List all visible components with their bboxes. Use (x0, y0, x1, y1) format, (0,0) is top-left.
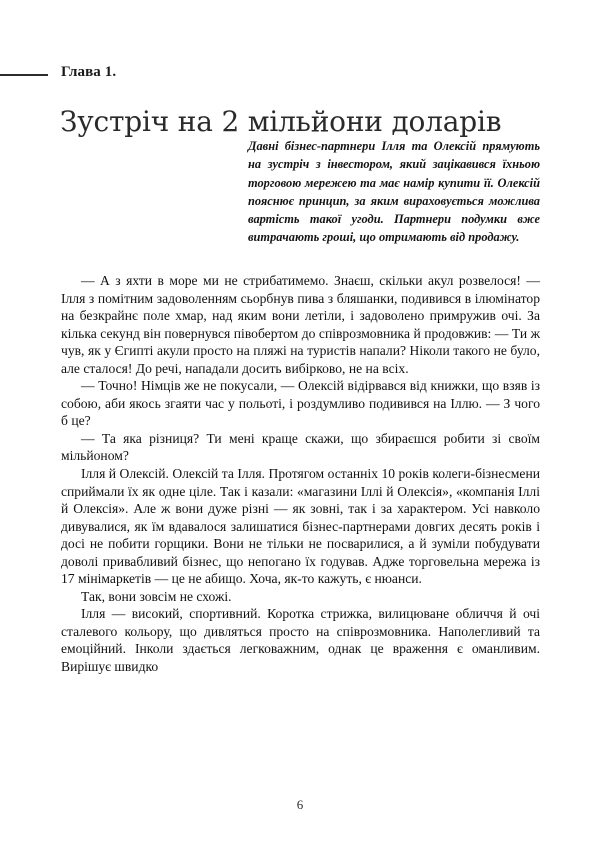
page-number: 6 (296, 797, 304, 812)
chapter-rule-decoration (0, 74, 48, 76)
body-paragraph: — Та яка різниця? Ти мені краще скажи, що збираєшся робити зі своїм мільйоном? (61, 430, 540, 464)
body-paragraph: Ілля й Олексій. Олексій та Ілля. Протягом останніх 10 років колеги-бізнесмени сприймали їх як одне ціле. Так і казали: «магазини Іллі й Олексія», «компанія Іллі й Олексія». Але ж вони дуже різні — як зовні, так і за характером. Усі навколо дивувалися, як їм вдавалося залишатися бізнес-партнерами довгих десять років і досі не побити горщики. Вони не тільки не посварилися, а й зуміли побудувати доволі привабливий бізнес, що непогано їх годував. Адже торговельна мережа із 17 мінімаркетів — це не абищо. Хоча, як-то кажуть, є нюанси. (61, 466, 540, 587)
body-copy (61, 272, 540, 676)
chapter-label: Глава 1. (61, 64, 117, 80)
body-paragraph: Ілля — високий, спортивний. Коротка стрижка, вилицюване обличчя й очі сталевого кольору, що дивляться просто на співрозмовника. Наполегливий та емоційний. Інколи здається легковажним, однак це враження є оманливим. Вирішує швидко (61, 606, 540, 675)
page-title: Зустріч на 2 мільйони доларів (60, 104, 502, 138)
body-paragraph: — А з яхти в море ми не стрибатимемо. Знаєш, скільки акул розвелося! — Ілля з помітним задоволенням сьорбнув пива з бляшанки, подивився в ілюмінатор на безкрайнє поле хмар, над яким вони летіли, і задоволено примружив очі. За кілька секунд він повернувся півобертом до співрозмовника й продовжив: — Ти ж чув, як у Єгипті акули просто на пляжі на туристів напали? Ніколи такого не було, але сталося! До речі, нападали досить вибірково, не на всіх. (61, 273, 540, 376)
body-paragraph: Так, вони зовсім не схожі. (81, 588, 232, 604)
body-paragraph: — Точно! Німців же не покусали, — Олексій відірвався від книжки, що взяв із собою, аби якось згаяти час у польоті, і роздумливо подивився на Іллю. — З чого б це? (61, 378, 540, 429)
chapter-summary-lede: Давні бізнес-партнери Ілля та Олексій прямують на зустріч з інвестором, який зацікавився їхньою торговою мережею та має намір купити її. Олексій пояснює принцип, за яким вираховується можлива вартість такої угоди. Партнери подумки вже витрачають гроші, що отримають від продажу. (248, 139, 540, 245)
